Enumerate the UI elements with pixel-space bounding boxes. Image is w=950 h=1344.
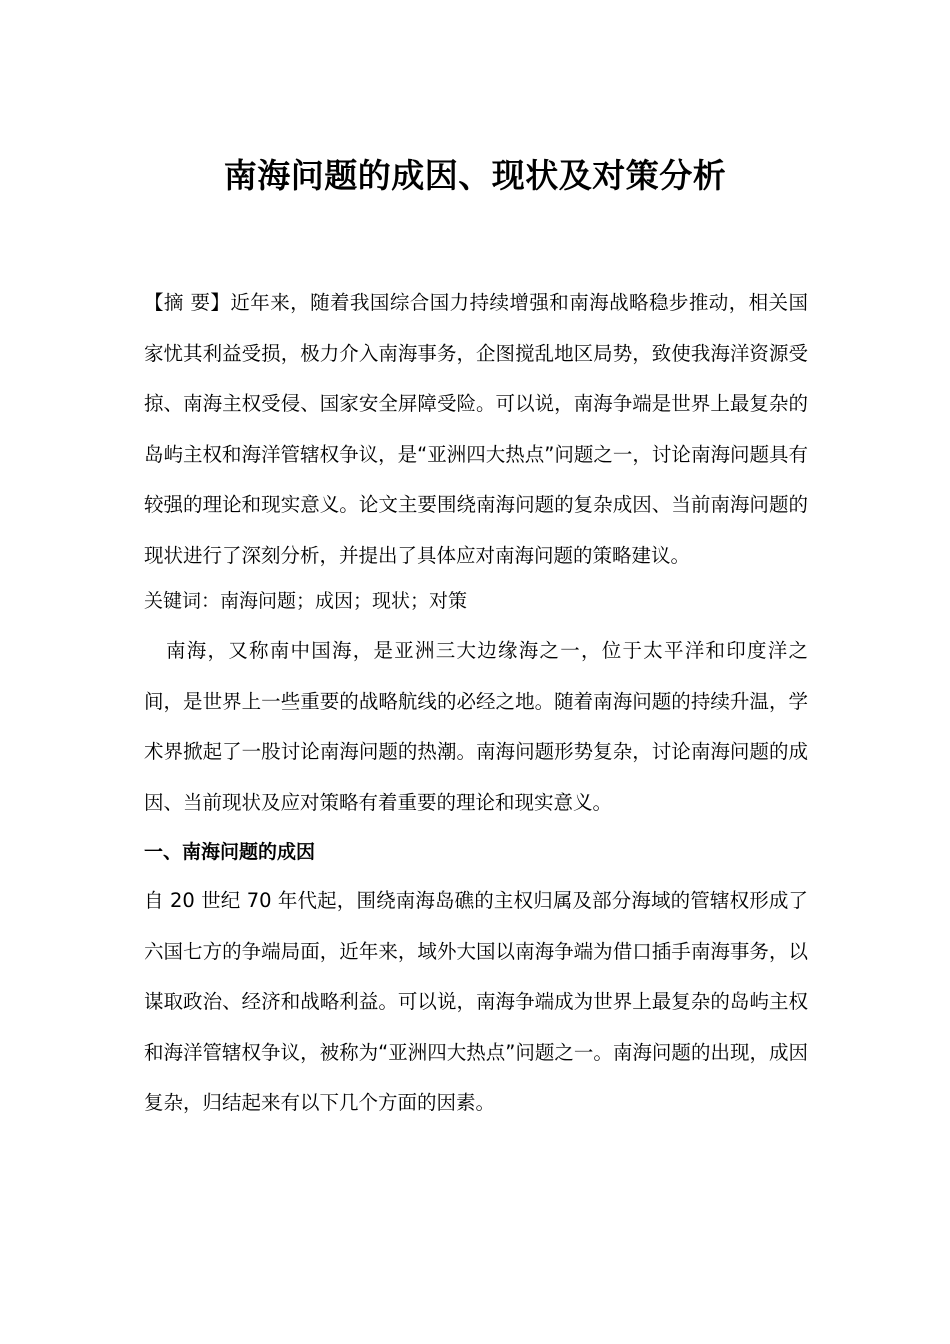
abstract-text: 近年来，随着我国综合国力持续增强和南海战略稳步推动，相关国家忧其利益受损，极力介入南海事务，企图搅乱地区局势，致使我海洋资源受掠、南海主权受侵、国家安全屏障受险。可以说，南海争端是世界上最复杂的岛屿主权和海洋管辖权争议，是“亚洲四大热点”问题之一，讨论南海问题具有较强的理论和现实意义。论文主要围绕南海问题的复杂成因、当前南海问题的现状进行了深刻分析，并提出了具体应对南海问题的策略建议。 xyxy=(144,291,808,567)
section-paragraph: 自 20 世纪 70 年代起，围绕南海岛礁的主权归属及部分海域的管辖权形成了六国七方的争端局面，近年来，域外大国以南海争端为借口插手南海事务，以谋取政治、经济和战略利益。可以说，南海争端成为世界上最复杂的岛屿主权和海洋管辖权争议，被称为“亚洲四大热点”问题之一。南海问题的出现，成因复杂，归结起来有以下几个方面的因素。 xyxy=(144,889,808,1114)
keywords-line: 关键词：南海问题；成因；现状；对策 xyxy=(144,590,468,612)
section-heading: 一、南海问题的成因 xyxy=(144,841,316,863)
abstract-label: 【摘 要】 xyxy=(144,291,231,314)
document-title: 南海问题的成因、现状及对策分析 xyxy=(223,156,727,195)
abstract-paragraph xyxy=(144,278,808,581)
intro-paragraph: 南海，又称南中国海，是亚洲三大边缘海之一，位于太平洋和印度洋之间，是世界上一些重要的战略航线的必经之地。随着南海问题的持续升温，学术界掀起了一股讨论南海问题的热潮。南海问题形势复杂，讨论南海问题的成因、当前现状及应对策略有着重要的理论和现实意义。 xyxy=(144,639,808,814)
